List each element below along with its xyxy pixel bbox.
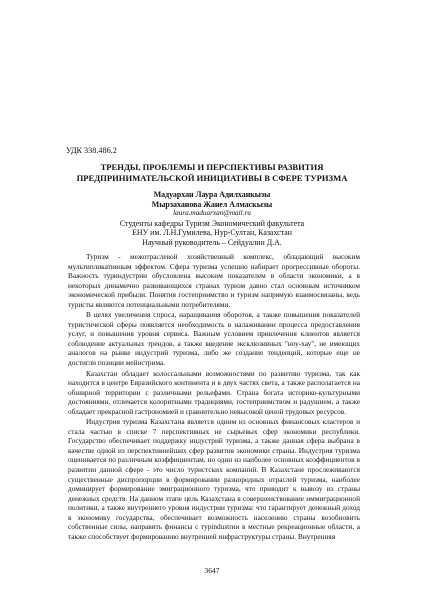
affiliation-line-1: Студенты кафедры Туризм Экономический факультета	[119, 218, 305, 228]
paragraph: Казахстан обладает колоссальными возможностями по развитию туризма, так как находится в центре Евразийского континента и в двух частях света, а также располагается на обширной территории с различными рельефами. Страна богата историко-культурными достояниями, отличается колоритными традициями, гостеприимством и радушием, а также обладает прекрасной гастрономией и сравнительно невысокой ценой трудовых ресурсов.	[68, 368, 360, 416]
paragraph: В целях увеличения спроса, наращивания оборотов, а также повышения показателей туристической сферы появляется необходимость в налаживании процесса предоставления услуг, и повышения уровня сервиса. Важным условием привлечения клиентов является соблюдение актуальных трендов, а также введение эксклюзивных "ноу-хау", не имеющих аналогов на рынке индустрий туризма, либо же создание тенденций, которые еще не достигли позиции мейнстрима.	[68, 310, 360, 368]
author-name-1: Мадуархан Лаура Адилханкызы	[153, 190, 271, 199]
page-number: 3647	[204, 566, 220, 575]
title-line-2: ПРЕДПРИНИМАТЕЛЬСКОЙ ИНИЦИАТИВЫ В СФЕРЕ ТУРИЗМА	[76, 172, 348, 183]
paragraph: Туризм - межотраслевой хозяйственный комплекс, обладающий высоким мультипликативным эффектом. Сфера туризма успешно набирает прогрессивные обороты. Важность туриндустрии обусловлена высоким показателем в области экономики, а в некоторых динамично развивающихся странах туризм давно стал основным источником экономической прибыли. Понятия гостеприимство и туризм напрямую взаимосвязаны, ведь туристы являются потенциальными потребителями.	[68, 252, 360, 309]
paper-title	[40, 162, 384, 183]
author-block	[40, 190, 384, 248]
author-email: laura.maduarxan@mail.ru	[173, 209, 251, 218]
affiliation-line-2: ЕНУ им. Л.Н.Гумилева, Нур-Султан, Казахстан	[132, 228, 292, 238]
udc-code: УДК 338.486.2	[66, 146, 117, 155]
paragraph: Индустрия туризма Казахстана является одним из основных финансовых кластеров и стала частью в списке 7 перспективных не сырьевых сфер экономики республики. Государство обеспечивает поддержку индустрий туризма, а также данная сфера выбрана в качестве одной из перспективнейших сфер развития экономики страны. Индустрия туризма оценивается по различным коэффициентам, но один из наиболее основных коэффициентов в развитии данной сфере - это число туристских компаний. В Казахстане прослеживаются существенные диспропорции в формировании разнородных отраслей туризма, наиболее доминирует формирование эмиграционного туризма, что приводит к вывозу из страны денежных средств. На данном этапе цель Казахстана в совершенствование иммиграционной политики, а также внутреннего уровня индустрии туризма: что гарантирует денежный доход в экономику государства, обеспечивает возможность населению страны возобновить собственные силы, направить финансы с турindustrии в местные рекреационные области, а также способствует формированию внутренней инфраструктуры страны. Внутренняя	[68, 417, 360, 541]
body-text	[68, 252, 360, 541]
author-name-2: Мырзаханова Жанел Алмаскызы	[151, 199, 273, 209]
supervisor-line: Научный руководитель – Сейдуалин Д.А.	[142, 237, 282, 247]
title-line-1: ТРЕНДЫ, ПРОБЛЕМЫ И ПЕРСПЕКТИВЫ РАЗВИТИЯ	[100, 162, 324, 172]
